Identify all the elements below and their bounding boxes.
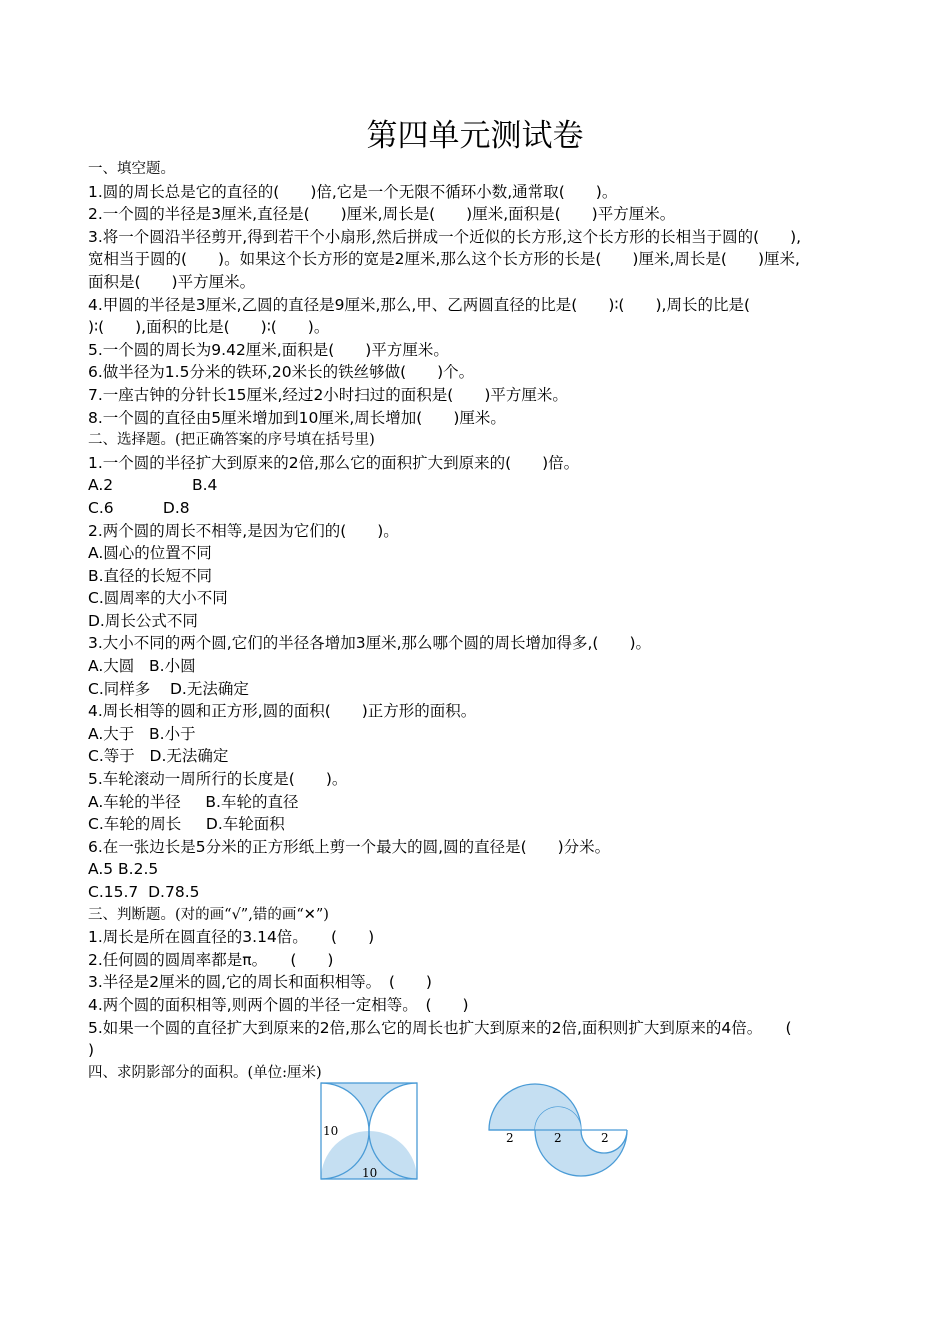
question: 3.将一个圆沿半径剪开,得到若干个小扇形,然后拼成一个近似的长方形,这个长方形的长相当于圆的( ), (88, 227, 802, 246)
choice-row: C.圆周率的大小不同 (88, 589, 228, 608)
content (88, 158, 873, 1084)
bottom-length-label: 10 (362, 1166, 378, 1180)
choice-row: C.等于 D.无法确定 (88, 747, 229, 766)
question: 5.如果一个圆的直径扩大到原来的2倍,那么它的周长也扩大到原来的2倍,面积则扩大到原来的4倍。 ( (88, 1018, 792, 1037)
choice-row: B.直径的长短不同 (88, 566, 213, 585)
question: 2.任何圆的圆周率都是π。 ( ) (88, 950, 334, 969)
segment-label-2: 2 (554, 1131, 562, 1145)
question: 1.周长是所在圆直径的3.14倍。 ( ) (88, 928, 375, 947)
question: 3.大小不同的两个圆,它们的半径各增加3厘米,那么哪个圆的周长增加得多,( )。 (88, 634, 652, 653)
figure-square-semicircles (320, 1082, 420, 1182)
side-length-label: 10 (323, 1124, 339, 1138)
choice-row: D.周长公式不同 (88, 611, 198, 630)
question: 4.周长相等的圆和正方形,圆的面积( )正方形的面积。 (88, 702, 477, 721)
choice-row: A.大圆 B.小圆 (88, 657, 196, 676)
question: 6.做半径为1.5分米的铁环,20米长的铁丝够做( )个。 (88, 363, 475, 382)
choice-row: C.6 D.8 (88, 498, 190, 517)
choice-row: A.圆心的位置不同 (88, 544, 212, 563)
section-heading: 二、选择题。(把正确答案的序号填在括号里) (88, 432, 375, 449)
question-continued: ) (88, 1041, 95, 1060)
section-heading: 四、求阴影部分的面积。(单位:厘米) (88, 1064, 322, 1081)
question: 3.半径是2厘米的圆,它的周长和面积相等。 ( ) (88, 973, 432, 992)
question: 2.一个圆的半径是3厘米,直径是( )厘米,周长是( )厘米,面积是( )平方厘米。 (88, 205, 676, 224)
question-continued: 宽相当于圆的( )。如果这个长方形的宽是2厘米,那么这个长方形的长是( )厘米,周长是( )厘米, (88, 250, 800, 269)
question: 4.两个圆的面积相等,则两个圆的半径一定相等。 ( ) (88, 995, 469, 1014)
question: 2.两个圆的周长不相等,是因为它们的( )。 (88, 521, 399, 540)
question: 5.一个圆的周长为9.42厘米,面积是( )平方厘米。 (88, 340, 449, 359)
question: 1.圆的周长总是它的直径的( )倍,它是一个无限不循环小数,通常取( )。 (88, 182, 618, 201)
figure-s-curve (486, 1080, 632, 1180)
question: 5.车轮滚动一周所行的长度是( )。 (88, 770, 348, 789)
choice-row: A.5 B.2.5 (88, 860, 159, 879)
choice-row: C.车轮的周长 D.车轮面积 (88, 815, 285, 834)
segment-label-1: 2 (506, 1131, 514, 1145)
section-heading: 三、判断题。(对的画“√”,错的画“✕”) (88, 906, 329, 923)
choice-row: A.车轮的半径 B.车轮的直径 (88, 792, 299, 811)
question: 6.在一张边长是5分米的正方形纸上剪一个最大的圆,圆的直径是( )分米。 (88, 837, 611, 856)
section-heading: 一、填空题。 (88, 161, 175, 177)
question: 1.一个圆的半径扩大到原来的2倍,那么它的面积扩大到原来的( )倍。 (88, 453, 580, 472)
question: 4.甲圆的半径是3厘米,乙圆的直径是9厘米,那么,甲、乙两圆直径的比是( )∶( ),周长的比是( (88, 295, 750, 314)
question: 7.一座古钟的分针长15厘米,经过2小时扫过的面积是( )平方厘米。 (88, 385, 568, 404)
choice-row: C.同样多 D.无法确定 (88, 679, 249, 698)
choice-row: C.15.7 D.78.5 (88, 883, 200, 901)
choice-row: A.大于 B.小于 (88, 724, 196, 743)
question: 8.一个圆的直径由5厘米增加到10厘米,周长增加( )厘米。 (88, 408, 506, 427)
question-continued: 面积是( )平方厘米。 (88, 272, 256, 291)
question-continued: )∶( ),面积的比是( )∶( )。 (88, 318, 330, 337)
segment-label-3: 2 (601, 1131, 609, 1145)
choice-row: A.2 B.4 (88, 476, 218, 495)
page-title: 第四单元测试卷 (366, 118, 584, 154)
figures (0, 1078, 950, 1188)
